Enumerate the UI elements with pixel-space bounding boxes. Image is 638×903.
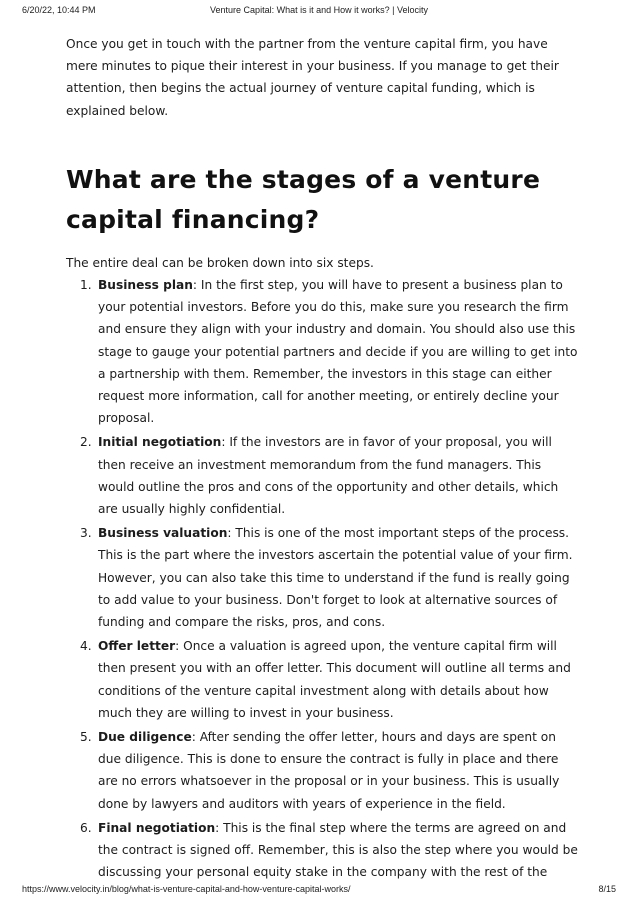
article-content [66,33,578,886]
list-item [66,522,578,633]
print-page-title: Venture Capital: What is it and How it works? | Velocity [210,5,428,15]
list-item-text: : After sending the offer letter, hours and days are spent on due diligence. This is done to ensure the contract is fully in place and there are no errors whatsoever in the proposal or in your business. This is usually done by lawyers and auditors with years of experience in the field. [98,730,560,811]
list-item-text: : In the first step, you will have to present a business plan to your potential investors. Before you do this, make sure you research the firm and ensure they align with your industry and domain. You should also use this stage to gauge your potential partners and decide if you are willing to get into a partnership with them. Remember, the investors in this stage can either request more information, call for another meeting, or entirely decline your proposal. [98,278,578,426]
list-item [66,274,578,429]
print-url: https://www.velocity.in/blog/what-is-venture-capital-and-how-venture-capital-works/ [22,884,351,894]
list-item-term: Business valuation [98,526,228,541]
list-item-number: 3. [80,526,92,541]
list-item-number: 1. [80,278,92,293]
page-number: 8/15 [598,884,616,894]
list-item [66,817,578,884]
list-item-text: : This is the final step where the terms are agreed on and the contract is signed off. Remember, this is also the step where you would be discussing your personal equity stake in the company with the rest of the [98,820,578,880]
list-item-term: Final negotiation [98,820,216,835]
steps-list [66,274,578,883]
list-item-term: Due diligence [98,730,192,745]
list-item-number: 5. [80,730,92,745]
print-date: 6/20/22, 10:44 PM [22,5,96,15]
list-item-number: 4. [80,639,92,654]
list-item [66,635,578,724]
list-item-text: : This is one of the most important steps of the process. This is the part where the investors ascertain the potential value of your firm. However, you can also take this time to understand if the fund is really going to add value to your business. Don't forget to look at alternative sources of funding and compare the risks, pros, and cons. [98,526,573,630]
section-heading: What are the stages of a venture capital financing? [66,164,541,234]
section-lead: The entire deal can be broken down into six steps. [66,255,374,270]
list-item-number: 2. [80,435,92,450]
list-item-term: Business plan [98,278,193,293]
list-item-text: : Once a valuation is agreed upon, the venture capital firm will then present you with an offer letter. This document will outline all terms and conditions of the venture capital investment along with details about how much they are willing to invest in your business. [98,639,571,720]
list-item-text: : If the investors are in favor of your proposal, you will then receive an investment memorandum from the fund managers. This would outline the pros and cons of the opportunity and other details, which are usually highly confidential. [98,435,559,517]
list-item-term: Initial negotiation [98,435,222,450]
list-item-term: Offer letter [98,639,176,654]
intro-paragraph: Once you get in touch with the partner from the venture capital firm, you have mere minutes to pique their interest in your business. If you manage to get their attention, then begins the actual journey of venture capital funding, which is explained below. [66,37,559,118]
list-item [66,431,578,520]
list-item [66,726,578,815]
list-item-number: 6. [80,820,92,835]
